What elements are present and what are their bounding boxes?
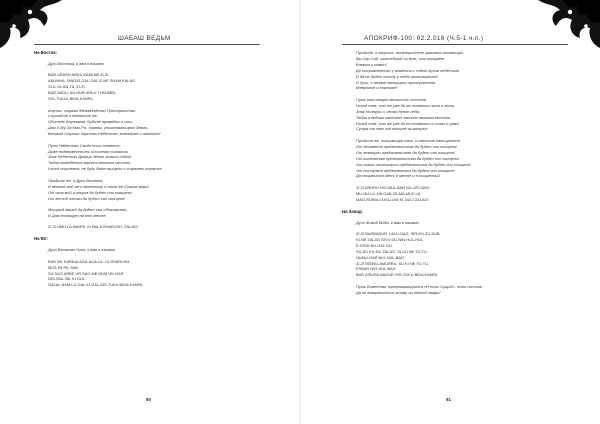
text-line: Великие Стражи Чертога Небесного, внемлите и помните! — [48, 131, 161, 137]
text-line: BAR BIL KARKALAGA-ACA-LIL-LA SHARUSH. — [48, 258, 131, 264]
header-rule-right — [342, 44, 568, 45]
verse-stanza — [342, 138, 572, 179]
text-line: SI-IL UL AN-TA, ZI-ZI. — [48, 84, 86, 90]
text-line: От новых постигнуто предательств да будет оно очищено! — [356, 161, 471, 167]
verse-stanza — [342, 50, 572, 91]
text-line: Дом У-Му-За Мах-Ра, Урганы, уничтожающего Земли, — [48, 125, 149, 131]
text-line: И веткой мой же к явленному и стою же Сигила веры! — [48, 183, 149, 189]
section-heading — [342, 209, 572, 215]
invocation-stanza — [342, 185, 572, 203]
page-number-right: 81 — [446, 397, 452, 402]
text-line: От неизменно предательства да будет оно очищено! — [356, 143, 458, 149]
text-line: И Дом посвящен на это месте. — [48, 212, 107, 218]
verse-stanza — [34, 143, 264, 173]
verse-stanza — [342, 97, 572, 132]
text-line: SU-SU KU-KU ZALAG, SU-KI NE TU-TU — [356, 248, 427, 254]
text-line: SU DAG ARBE UR SAG ME NUM UN GAR — [48, 270, 124, 276]
verse-stanza — [342, 284, 572, 296]
verse-stanza — [34, 108, 264, 138]
text-line: ANUNNA, DINGIR GAL-GAL-E-NE SHAM KALAG. — [48, 78, 137, 84]
text-line: Духи Живой Воды, к вам я взываю. — [356, 219, 420, 225]
text-line: На Восток: — [34, 50, 58, 55]
text-line: И да не будет поселу у тебя противоречие! — [356, 73, 438, 79]
text-line: Мощный вашей да будет она обезопасено, — [48, 207, 128, 212]
text-line: ZI ZI UMU LA MAHRI, KI BALA SHARUSH, ZALAG! — [48, 224, 138, 230]
text-line: От поступков предательных да будет оно очищено! — [356, 167, 455, 173]
verse-stanza — [34, 61, 264, 67]
text-line: На Запад: — [342, 208, 363, 214]
text-line: KI-NE ZALAG SIYU DU-NIN HUL-HUL. — [356, 236, 425, 242]
page-number-left: 80 — [146, 397, 152, 402]
text-line: Ничьё тем, что же уже да не посвятит в силах и умах! — [356, 120, 460, 126]
text-line: GIS-TUKUL BIDA KANPA. — [48, 96, 94, 102]
invocation-stanza — [34, 259, 264, 289]
text-line: NIG-MUL BIL KI GUL. — [48, 276, 86, 282]
text-line: Придите, о могучие, посвоеристеле красивых пылающих, — [356, 50, 464, 55]
text-line: Слушайте и внемлите же. — [48, 113, 98, 119]
text-line: Духи Великого Огня, к вам я взываю. — [48, 247, 117, 253]
right-body-text — [342, 50, 572, 301]
text-line: Придите же, о Духи Востока, — [48, 177, 104, 183]
text-line: От всемирно предательства да будет оно очищено! — [356, 149, 455, 155]
verse-stanza — [34, 247, 264, 253]
text-line: MU-NU-LIL-NA GAB ZA-MA-MI-E-LA — [356, 190, 421, 196]
left-body-text — [34, 50, 264, 294]
text-line: ESBAR NIG-HUL-BAD. — [356, 266, 397, 272]
text-line: Да сохранится здесь в месте и в очищенный. — [356, 173, 441, 179]
verse-stanza — [34, 178, 264, 202]
invocation-stanza — [342, 231, 572, 278]
text-line: От оков мой в покров да будет оно очищено! — [48, 189, 133, 195]
text-line: Сутра та сего чьё высшее за ритуал! — [356, 126, 428, 132]
text-line: Внемлите и помните! — [356, 85, 398, 91]
text-line: Да не возвратиться этому ни единой твари! — [356, 289, 441, 295]
text-line: MAG-RURAI-LI-ISU-UN! KI-GUL! ZALAG! — [356, 196, 429, 202]
text-line: Ничьё поколение, не будь даже очищено и стражем согласно! — [48, 166, 163, 172]
text-line: От веслой пленки да будет оно очищено! — [48, 195, 126, 201]
text-line: Тайна отведённое законно великим местом. — [48, 160, 131, 166]
text-line: BAR SADU, AS-HUR ARKU TUKUMBI, — [48, 90, 117, 96]
verse-stanza — [34, 207, 264, 219]
text-line: GALAL NAM-LU-GAL KI GAL GIS-TUKU BIDA KANPA. — [48, 282, 144, 288]
text-line: ZI-ZI MIDNU-AMURRU, SU KI NE TU-TU. — [356, 260, 429, 266]
text-line: До отправленного у владения с собою лучом небесного, — [356, 67, 461, 73]
text-line: Знак Небесного Дворца чётко значит собою. — [48, 154, 133, 160]
text-line: Духи Востока, к вам я взываю. — [48, 60, 105, 66]
invocation-stanza — [34, 72, 264, 102]
right-page — [300, 0, 600, 424]
text-line: Даже подверженность истинная сознанию. — [48, 148, 129, 154]
verse-stanza — [342, 220, 572, 226]
running-header-right: АПОКРИФ-100: 02.2.016 (Ч.5-1 ч.п.) — [364, 35, 484, 42]
header-rule-left — [34, 44, 260, 45]
text-line: На Юг: — [34, 236, 49, 242]
text-line: Знак Ниппуры и чётко поют себя. — [356, 108, 420, 114]
running-header-left: ШАБАШ ВЕДЬМ — [118, 35, 171, 42]
text-line: Придите же, очищающие огни, и светите начищается! — [356, 137, 461, 143]
invocation-stanza — [34, 224, 264, 230]
text-line: Тайна в ведомо явленное законно великим местом. — [356, 114, 451, 120]
text-line: E-GISH NU-GAL DU. — [356, 242, 393, 248]
text-line: BAR ZISURA BADUR GIS-TUKU BIDA KANPA. — [356, 272, 439, 278]
text-line: Обитель Ануннаков, будьте праведны и сты. — [48, 119, 134, 125]
text-line: Путь Божества, превращающегося «Я есть Сущий», есть истина! — [356, 283, 483, 289]
text-line: ZI-ZI BARBADUR, LALU-DAG, SIR-KU-ZU DUB. — [356, 231, 441, 237]
text-line: MUS PA PIL SAK, — [48, 264, 80, 270]
section-heading — [34, 236, 264, 242]
text-line: Ничьё тем, что же уже да не посвятит ясно в этом. — [356, 102, 456, 108]
text-line: Внемли и помни! — [356, 61, 387, 67]
text-line: Путь Небесного Свода есть отнятие, — [48, 142, 121, 148]
section-heading — [34, 50, 264, 56]
text-line: От колдовство предательства да будет оно очищено! — [356, 155, 460, 161]
text-line: Путь настоящей великость истинна. — [356, 96, 428, 102]
text-line: NUMU-GAR NIG-HUL-BAD. — [356, 254, 405, 260]
text-line: Вы Огр Сай, сильнейший из всех, что очищает, — [356, 55, 446, 61]
text-line: О духи, о вечное гаснущего пространства — [356, 79, 436, 85]
text-line: ZI ZI ARURU NIG-MUL BAR BIL-UR-SAG! — [356, 184, 430, 190]
text-line: BAR URASH ARKU KAKKAB ZI-ZI. — [48, 72, 110, 78]
text-line: Анунны, стражи Межзвёздного Пространства, — [48, 107, 136, 113]
